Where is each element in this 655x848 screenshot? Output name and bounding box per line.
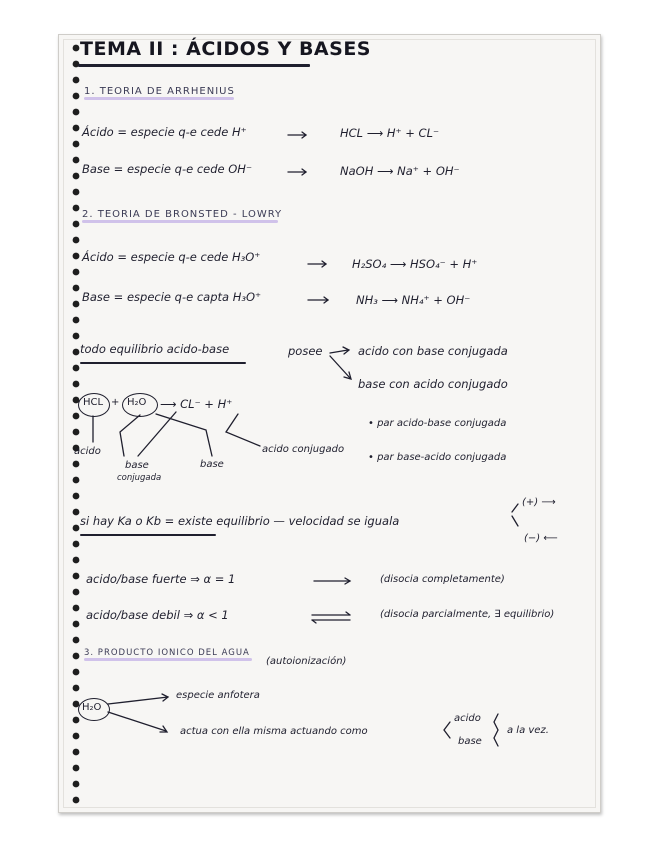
section2-heading: 2. TEORIA DE BRONSTED - LOWRY (82, 209, 283, 220)
base-label: base (200, 459, 224, 470)
reaction-products: ⟶ CL⁻ + H⁺ (160, 397, 233, 411)
self-acting-line: actua con ella misma actuando como (180, 726, 368, 737)
conjugate-acid-label: acido conjugado (262, 444, 345, 455)
bronsted-acid-definition: Ácido = especie q-e cede H₃O⁺ (82, 250, 261, 264)
notebook-page (58, 34, 601, 813)
section3-heading: 3. PRODUCTO IONICO DEL AGUA (84, 648, 250, 658)
hcl-label: HCL (83, 397, 104, 408)
at-same-time: a la vez. (507, 725, 549, 736)
direction-reverse: (−) ⟵ (524, 533, 558, 544)
strong-acid-base: acido/base fuerte ⇒ α = 1 (86, 572, 236, 586)
page-border (63, 39, 596, 808)
ka-kb-underline (80, 534, 216, 536)
bullet-base-acid-pair: • par base-acido conjugada (368, 452, 507, 463)
section2-highlight (82, 220, 278, 223)
conjugate-base-label-line2: conjugada (117, 473, 162, 483)
option-base: base (458, 736, 482, 747)
h2o-label: H₂O (127, 397, 147, 408)
arrhenius-acid-equation: HCL ⟶ H⁺ + CL⁻ (340, 126, 440, 140)
posee-option-1: acido con base conjugada (358, 344, 508, 358)
bullet-acid-base-pair: • par acido-base conjugada (368, 418, 507, 429)
posee-option-2: base con acido conjugado (358, 377, 508, 391)
weak-acid-base: acido/base debil ⇒ α < 1 (86, 608, 229, 622)
conjugate-base-label-line1: base (125, 460, 149, 471)
title-underline (78, 64, 310, 67)
weak-note: (disocia parcialmente, ∃ equilibrio) (380, 609, 555, 620)
bronsted-base-equation: NH₃ ⟶ NH₄⁺ + OH⁻ (356, 293, 471, 307)
ka-kb-statement: si hay Ka o Kb = existe equilibrio — velocidad se iguala (80, 514, 400, 528)
bronsted-base-definition: Base = especie q-e capta H₃O⁺ (82, 290, 262, 304)
amphoteric-line: especie anfotera (176, 690, 260, 701)
equilibrium-intro: todo equilibrio acido-base (80, 342, 230, 356)
page-title: TEMA II : ÁCIDOS Y BASES (80, 38, 371, 60)
section1-heading: 1. TEORIA DE ARRHENIUS (84, 86, 235, 97)
option-acid: acido (454, 713, 481, 724)
spiral-binding (70, 40, 82, 810)
posee-label: posee (288, 344, 323, 358)
section1-highlight (84, 97, 234, 100)
section3-highlight (84, 658, 252, 661)
direction-forward: (+) ⟶ (522, 497, 556, 508)
plus-sign: + (111, 397, 120, 408)
strong-note: (disocia completamente) (380, 574, 505, 585)
equilibrium-underline (80, 362, 246, 364)
bronsted-acid-equation: H₂SO₄ ⟶ HSO₄⁻ + H⁺ (352, 257, 478, 271)
acid-label: acido (74, 446, 101, 457)
arrhenius-base-equation: NaOH ⟶ Na⁺ + OH⁻ (340, 164, 460, 178)
water-label: H₂O (82, 702, 102, 713)
arrhenius-base-definition: Base = especie q-e cede OH⁻ (82, 162, 253, 176)
arrhenius-acid-definition: Ácido = especie q-e cede H⁺ (82, 125, 247, 139)
section3-note: (autoionización) (266, 656, 347, 667)
